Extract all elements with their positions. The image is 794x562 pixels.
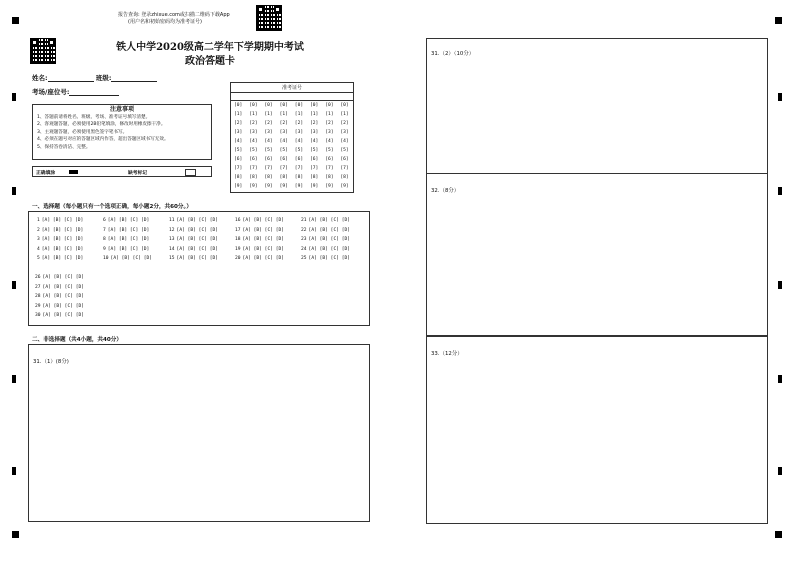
corner-mark-tr xyxy=(775,17,782,24)
mc-options[interactable]: [A] [B] [C] [D] xyxy=(42,303,85,309)
exam-number-bubble[interactable]: [7] xyxy=(310,166,319,171)
timing-mark xyxy=(12,467,16,475)
mc-question-number: 23 xyxy=(301,237,307,242)
question-32-label: 32.（8分） xyxy=(431,188,460,194)
notes-item: 5、保持答卷清洁、完整。 xyxy=(37,144,91,150)
mc-question-row[interactable] xyxy=(169,256,218,261)
exam-number-bubble[interactable]: [2] xyxy=(294,121,304,126)
mc-options[interactable]: [A] [B] [C] [D] xyxy=(308,237,351,242)
mc-question-row[interactable] xyxy=(35,275,84,280)
timing-mark xyxy=(778,93,782,101)
exam-number-bubble[interactable]: [6] xyxy=(234,157,243,162)
exam-number-bubble[interactable]: [1] xyxy=(279,112,288,117)
exam-number-bubble[interactable]: [1] xyxy=(249,112,258,117)
exam-number-bubble[interactable]: [8] xyxy=(310,175,319,180)
exam-number-bubble[interactable]: [1] xyxy=(310,112,319,117)
exam-number-bubble[interactable]: [6] xyxy=(310,157,319,162)
notes-box xyxy=(32,104,212,160)
exam-number-bubble[interactable]: [7] xyxy=(249,166,258,171)
exam-number-bubble[interactable]: [6] xyxy=(294,157,304,162)
mc-question-number: 4 xyxy=(37,246,40,252)
section2-title: 二、非选择题（共4小题，共40分） xyxy=(32,337,122,343)
exam-number-bubble[interactable]: [7] xyxy=(325,166,334,171)
name-field[interactable] xyxy=(32,73,157,82)
mc-question-row[interactable] xyxy=(103,218,149,223)
notes-item: 3、主观题答题，必须使用黑色签字笔书写。 xyxy=(37,129,128,135)
mc-question-number: 17 xyxy=(235,227,241,233)
qr-code-icon xyxy=(30,38,56,64)
scan-note-line1: 报告查询: 登录zhixue.com或扫描二维码下载App xyxy=(118,12,230,18)
mc-question-number: 30 xyxy=(35,313,41,318)
timing-mark xyxy=(778,375,782,383)
mc-options[interactable]: [A] [B] [C] [D] xyxy=(107,237,150,242)
exam-number-bubble[interactable]: [4] xyxy=(249,139,258,144)
page-title: 铁人中学2020级高二学年下学期期中考试 xyxy=(116,42,304,53)
exam-number-bubble[interactable]: [8] xyxy=(279,175,288,180)
exam-number-bubble[interactable]: [4] xyxy=(310,139,319,144)
mc-options[interactable]: [A] [B] [C] [D] xyxy=(176,218,219,223)
mc-options[interactable]: [A] [B] [C] [D] xyxy=(308,256,351,261)
mc-question-row[interactable] xyxy=(37,247,83,252)
corner-mark-bl xyxy=(12,531,19,538)
mc-options[interactable]: [A] [B] [C] [D] xyxy=(41,237,84,242)
answer-area-31-1[interactable] xyxy=(28,344,370,522)
mc-question-row[interactable] xyxy=(301,228,350,233)
absent-mark-label: 缺考标记 xyxy=(128,171,148,176)
exam-number-bubble[interactable]: [0] xyxy=(310,103,319,108)
mc-question-row[interactable] xyxy=(37,237,83,242)
exam-number-bubble[interactable]: [2] xyxy=(310,121,319,126)
exam-number-bubble[interactable]: [8] xyxy=(234,175,243,180)
mc-question-number: 22 xyxy=(301,227,307,233)
class-label: 班级: xyxy=(95,74,112,82)
exam-number-bubble[interactable]: [3] xyxy=(249,130,258,135)
question-33-label: 33.（12分） xyxy=(431,351,463,357)
exam-number-bubble[interactable]: [3] xyxy=(325,130,334,135)
mc-options[interactable]: [A] [B] [C] [D] xyxy=(308,246,351,252)
exam-number-bubble[interactable]: [9] xyxy=(264,184,273,189)
exam-number-bubble[interactable]: [3] xyxy=(340,130,349,135)
mc-question-row[interactable] xyxy=(235,218,284,223)
mc-question-row[interactable] xyxy=(235,228,284,233)
mc-question-row[interactable] xyxy=(37,228,83,233)
qr-code-icon xyxy=(256,5,282,31)
mc-options[interactable]: [A] [B] [C] [D] xyxy=(41,256,84,261)
exam-number-bubble[interactable]: [1] xyxy=(234,112,243,117)
mc-question-row[interactable] xyxy=(103,247,149,252)
exam-number-bubble[interactable]: [8] xyxy=(340,175,349,180)
exam-number-bubble[interactable]: [1] xyxy=(340,112,349,117)
mc-options[interactable]: [A] [B] [C] [D] xyxy=(42,313,85,318)
exam-number-bubble[interactable]: [9] xyxy=(325,184,334,189)
timing-mark xyxy=(12,93,16,101)
exam-number-bubble[interactable]: [5] xyxy=(325,148,334,153)
name-label: 姓名: xyxy=(32,74,48,82)
mc-options[interactable]: [A] [B] [C] [D] xyxy=(176,227,219,233)
mc-question-row[interactable] xyxy=(235,247,284,252)
mc-question-number: 12 xyxy=(169,227,175,233)
section1-title: 一、选择题（每小题只有一个选项正确，每小题2分，共60分。） xyxy=(32,204,192,210)
exam-number-bubble[interactable]: [6] xyxy=(279,157,288,162)
mc-question-number: 10 xyxy=(103,256,109,261)
exam-number-bubble[interactable]: [3] xyxy=(294,130,304,135)
fill-legend xyxy=(32,166,212,177)
mc-options[interactable]: [A] [B] [C] [D] xyxy=(176,256,219,261)
mc-question-number: 16 xyxy=(235,218,241,223)
exam-number-bubble[interactable]: [0] xyxy=(294,103,304,108)
mc-options[interactable]: [A] [B] [C] [D] xyxy=(242,227,285,233)
timing-mark xyxy=(778,187,782,195)
mc-question-number: 24 xyxy=(301,246,307,252)
exam-number-bubble[interactable]: [5] xyxy=(340,148,349,153)
answer-area-33[interactable] xyxy=(426,336,768,524)
mc-question-row[interactable] xyxy=(35,294,84,299)
mc-question-row[interactable] xyxy=(235,237,284,242)
exam-number-bubble[interactable]: [9] xyxy=(234,184,243,189)
exam-number-bubble[interactable]: [0] xyxy=(264,103,273,108)
mc-question-number: 26 xyxy=(35,275,41,280)
mc-options[interactable]: [A] [B] [C] [D] xyxy=(308,218,351,223)
corner-mark-br xyxy=(775,531,782,538)
exam-number-bubble[interactable]: [3] xyxy=(264,130,273,135)
mc-question-row[interactable] xyxy=(35,285,84,290)
exam-number-bubble[interactable]: [4] xyxy=(234,139,243,144)
mc-options[interactable]: [A] [B] [C] [D] xyxy=(42,294,85,299)
mc-question-number: 28 xyxy=(35,294,41,299)
exam-number-bubble[interactable]: [5] xyxy=(234,148,243,153)
mc-question-row[interactable] xyxy=(169,247,218,252)
mc-options[interactable]: [A] [B] [C] [D] xyxy=(242,246,285,252)
timing-mark xyxy=(778,281,782,289)
exam-number-write-row xyxy=(231,100,353,101)
exam-number-bubble[interactable]: [2] xyxy=(249,121,258,126)
mc-question-number: 25 xyxy=(301,256,307,261)
timing-mark xyxy=(778,467,782,475)
mc-options[interactable]: [A] [B] [C] [D] xyxy=(308,227,351,233)
mc-options[interactable]: [A] [B] [C] [D] xyxy=(42,284,85,290)
page-subtitle: 政治答题卡 xyxy=(185,56,235,67)
mc-options[interactable]: [A] [B] [C] [D] xyxy=(42,275,85,280)
mc-options[interactable]: [A] [B] [C] [D] xyxy=(176,246,219,252)
mc-question-number: 14 xyxy=(169,246,175,252)
exam-number-bubble[interactable]: [2] xyxy=(234,121,243,126)
mc-question-number: 13 xyxy=(169,237,175,242)
exam-number-header: 准考证号 xyxy=(281,85,302,91)
room-field[interactable] xyxy=(32,87,119,96)
mc-question-row[interactable] xyxy=(103,228,149,233)
mc-question-row[interactable] xyxy=(301,218,350,223)
timing-mark xyxy=(12,281,16,289)
timing-mark xyxy=(12,375,16,383)
mc-options[interactable]: [A] [B] [C] [D] xyxy=(176,237,219,242)
question-31-2-label: 31.（2）（10分） xyxy=(431,51,475,57)
exam-number-bubble[interactable]: [8] xyxy=(325,175,334,180)
exam-number-bubble[interactable]: [8] xyxy=(294,175,304,180)
mc-question-number: 8 xyxy=(103,237,106,242)
mc-question-number: 27 xyxy=(35,284,41,290)
exam-number-bubble[interactable]: [7] xyxy=(294,166,304,171)
exam-number-bubble[interactable]: [3] xyxy=(234,130,243,135)
mc-question-number: 19 xyxy=(235,246,241,252)
mc-options[interactable]: [A] [B] [C] [D] xyxy=(107,227,150,233)
mc-question-number: 11 xyxy=(169,218,175,223)
exam-number-divider xyxy=(231,92,353,93)
mc-question-number: 1 xyxy=(37,218,40,223)
exam-number-bubble[interactable]: [8] xyxy=(249,175,258,180)
mc-question-number: 6 xyxy=(103,218,106,223)
exam-number-grid[interactable] xyxy=(230,82,354,193)
exam-number-bubble[interactable]: [6] xyxy=(264,157,273,162)
exam-number-bubble[interactable]: [8] xyxy=(264,175,273,180)
exam-number-bubble[interactable]: [4] xyxy=(294,139,304,144)
mc-question-row[interactable] xyxy=(169,218,218,223)
exam-number-bubble[interactable]: [9] xyxy=(294,184,304,189)
exam-number-bubble[interactable]: [1] xyxy=(294,112,304,117)
exam-number-bubble[interactable]: [7] xyxy=(279,166,288,171)
scan-note-line2: (用户名和初始密码均为准考证号) xyxy=(128,19,202,25)
mc-options[interactable]: [A] [B] [C] [D] xyxy=(242,218,285,223)
mc-question-number: 2 xyxy=(37,227,40,233)
exam-number-bubble[interactable]: [5] xyxy=(264,148,273,153)
mc-options[interactable]: [A] [B] [C] [D] xyxy=(242,237,285,242)
mc-options[interactable]: [A] [B] [C] [D] xyxy=(41,227,84,233)
exam-number-bubble[interactable]: [5] xyxy=(249,148,258,153)
exam-number-bubble[interactable]: [9] xyxy=(249,184,258,189)
exam-number-bubble[interactable]: [1] xyxy=(325,112,334,117)
mc-question-row[interactable] xyxy=(235,256,284,261)
exam-number-bubble[interactable]: [4] xyxy=(340,139,349,144)
notes-item: 4、必须在题号对应的答题区域内作答，超出答题区域书写无效。 xyxy=(37,137,169,143)
exam-number-bubble[interactable]: [4] xyxy=(325,139,334,144)
mc-question-row[interactable] xyxy=(35,313,84,318)
room-label: 考场/座位号: xyxy=(32,88,70,96)
mc-question-number: 5 xyxy=(37,256,40,261)
mc-options[interactable]: [A] [B] [C] [D] xyxy=(41,218,84,223)
multiple-choice-area[interactable] xyxy=(28,211,370,326)
mc-options[interactable]: [A] [B] [C] [D] xyxy=(242,256,285,261)
mc-question-row[interactable] xyxy=(103,256,152,261)
mc-question-number: 18 xyxy=(235,237,241,242)
mc-options[interactable]: [A] [B] [C] [D] xyxy=(110,256,153,261)
mc-question-row[interactable] xyxy=(103,237,149,242)
notes-item: 1、答题前请将姓名、班级、考场、准考证号填写清楚。 xyxy=(37,114,151,120)
question-31-1-label: 31.（1）(8分) xyxy=(33,359,69,365)
exam-number-bubble[interactable]: [0] xyxy=(325,103,334,108)
notes-item: 2、客观题答题，必须使用2B铅笔填涂，修改时用橡皮擦干净。 xyxy=(37,122,166,128)
exam-number-bubble[interactable]: [7] xyxy=(340,166,349,171)
exam-number-bubble[interactable]: [0] xyxy=(279,103,288,108)
exam-number-bubble[interactable]: [5] xyxy=(294,148,304,153)
exam-number-bubble[interactable]: [6] xyxy=(340,157,349,162)
exam-number-bubble[interactable]: [2] xyxy=(340,121,349,126)
mc-question-number: 29 xyxy=(35,303,41,309)
mc-question-row[interactable] xyxy=(169,237,218,242)
mc-question-row[interactable] xyxy=(169,228,218,233)
correct-fill-sample xyxy=(69,170,78,174)
mc-question-row[interactable] xyxy=(37,218,83,223)
mc-options[interactable]: [A] [B] [C] [D] xyxy=(107,218,150,223)
exam-number-bubble[interactable]: [7] xyxy=(264,166,273,171)
mc-question-number: 20 xyxy=(235,256,241,261)
exam-number-bubble[interactable]: [1] xyxy=(264,112,273,117)
answer-area-32[interactable] xyxy=(426,174,768,336)
exam-number-bubble[interactable]: [3] xyxy=(279,130,288,135)
correct-fill-label: 正确填涂 xyxy=(36,171,56,176)
mc-question-row[interactable] xyxy=(35,304,84,309)
exam-number-bubble[interactable]: [4] xyxy=(264,139,273,144)
exam-number-bubble[interactable]: [6] xyxy=(249,157,258,162)
timing-mark xyxy=(12,187,16,195)
mc-options[interactable]: [A] [B] [C] [D] xyxy=(107,246,150,252)
mc-question-number: 3 xyxy=(37,237,40,242)
mc-question-row[interactable] xyxy=(37,256,83,261)
mc-question-number: 9 xyxy=(103,246,106,252)
corner-mark-tl xyxy=(12,17,19,24)
exam-number-bubble[interactable]: [4] xyxy=(279,139,288,144)
exam-number-bubble[interactable]: [0] xyxy=(234,103,243,108)
mc-question-row[interactable] xyxy=(301,237,350,242)
exam-number-bubble[interactable]: [3] xyxy=(310,130,319,135)
notes-title: 注意事项 xyxy=(109,106,134,113)
mc-question-row[interactable] xyxy=(301,247,350,252)
mc-question-row[interactable] xyxy=(301,256,350,261)
absent-mark-checkbox[interactable] xyxy=(185,169,196,176)
mc-question-number: 21 xyxy=(301,218,307,223)
exam-number-bubble[interactable]: [2] xyxy=(264,121,273,126)
mc-question-number: 7 xyxy=(103,227,106,233)
exam-number-bubble[interactable]: [9] xyxy=(340,184,349,189)
mc-question-number: 15 xyxy=(169,256,175,261)
exam-number-bubble[interactable]: [2] xyxy=(279,121,288,126)
exam-number-bubble[interactable]: [6] xyxy=(325,157,334,162)
exam-number-bubble[interactable]: [5] xyxy=(279,148,288,153)
exam-number-bubble[interactable]: [0] xyxy=(249,103,258,108)
answer-area-31-2[interactable] xyxy=(426,38,768,174)
exam-number-bubble[interactable]: [9] xyxy=(310,184,319,189)
mc-options[interactable]: [A] [B] [C] [D] xyxy=(41,246,84,252)
exam-number-bubble[interactable]: [5] xyxy=(310,148,319,153)
exam-number-bubble[interactable]: [0] xyxy=(340,103,349,108)
exam-number-bubble[interactable]: [9] xyxy=(279,184,288,189)
exam-number-bubble[interactable]: [2] xyxy=(325,121,334,126)
exam-number-bubble[interactable]: [7] xyxy=(234,166,243,171)
